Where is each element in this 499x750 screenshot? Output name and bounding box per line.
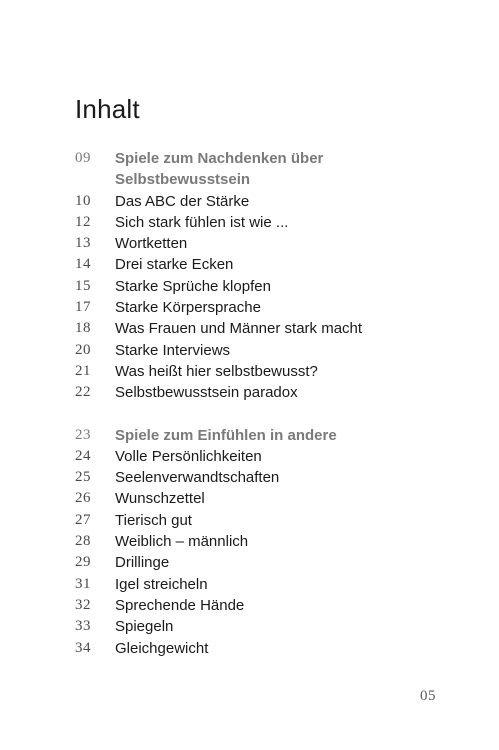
toc-entry[interactable]: [75, 638, 455, 659]
toc-entry[interactable]: [75, 318, 455, 339]
toc-page-number: 18: [75, 320, 91, 337]
toc-entry[interactable]: [75, 191, 455, 212]
toc-entry-title: Spiegeln: [115, 618, 174, 636]
toc-page-number: 34: [75, 639, 91, 656]
toc-page-number: 12: [75, 213, 91, 230]
toc-entry[interactable]: [75, 382, 455, 403]
toc-entry-title: Starke Sprüche klopfen: [115, 277, 271, 295]
toc-entry[interactable]: [75, 531, 455, 552]
toc-entry-title: Was heißt hier selbstbewusst?: [115, 362, 318, 380]
toc-section-2: [75, 425, 455, 659]
toc-entry-title: Gleichgewicht: [115, 639, 209, 657]
toc-entry-title: Drei starke Ecken: [115, 256, 234, 274]
toc-entry-title: Weiblich – männlich: [115, 533, 249, 551]
toc-page-number: 28: [75, 533, 91, 550]
toc-entry-title: Sprechende Hände: [115, 596, 245, 614]
toc-entry-title: Volle Persönlichkeiten: [115, 447, 262, 465]
toc-entry-title: Selbstbewusstsein paradox: [115, 384, 298, 402]
toc-entry[interactable]: [75, 340, 455, 361]
toc-page-number: 22: [75, 384, 91, 401]
toc-section-heading[interactable]: [75, 425, 455, 446]
toc-entry-title: Seelenverwandtschaften: [115, 469, 280, 487]
toc-section-title-line: Selbstbewusstsein: [115, 171, 251, 189]
toc-page-number: 26: [75, 490, 91, 507]
toc-entry[interactable]: [75, 595, 455, 616]
toc-entry-title: Starke Körpersprache: [115, 299, 261, 317]
toc-section-title-line: Spiele zum Nachdenken über: [115, 150, 324, 167]
toc-entry[interactable]: [75, 467, 455, 488]
toc-section-heading[interactable]: [75, 148, 455, 191]
page-title: Inhalt: [75, 94, 140, 124]
toc-entry-title: Igel streicheln: [115, 575, 208, 593]
toc-entry-title: Sich stark fühlen ist wie ...: [115, 213, 289, 231]
toc-page-number: 17: [75, 299, 91, 316]
toc-entry[interactable]: [75, 297, 455, 318]
toc-entry[interactable]: [75, 361, 455, 382]
toc-section-title: [115, 148, 455, 191]
toc-entry-title: Wunschzettel: [115, 490, 205, 508]
toc-page-number: 20: [75, 341, 91, 358]
toc-page-number: 15: [75, 277, 91, 294]
toc-page-number: 29: [75, 554, 91, 571]
toc-page-number: 14: [75, 256, 91, 273]
toc-entry-title: Was Frauen und Männer stark macht: [115, 320, 363, 338]
toc-entry[interactable]: [75, 510, 455, 531]
toc-entry[interactable]: [75, 488, 455, 509]
toc-page-number: 33: [75, 618, 91, 635]
toc-page-number: 25: [75, 469, 91, 486]
toc-entry-title: Das ABC der Stärke: [115, 192, 250, 210]
page-number: 05: [420, 688, 436, 704]
toc-page-number: 24: [75, 447, 91, 464]
toc-entry[interactable]: [75, 574, 455, 595]
toc-page-number: 31: [75, 575, 91, 592]
toc-entry[interactable]: [75, 254, 455, 275]
toc-entry-title: Wortketten: [115, 235, 188, 253]
toc-entry-title: Drillinge: [115, 554, 170, 572]
toc-entry[interactable]: [75, 276, 455, 297]
toc-entry[interactable]: [75, 446, 455, 467]
toc-page-number: 23: [75, 426, 91, 443]
toc-entry[interactable]: [75, 233, 455, 254]
toc-page-number: 10: [75, 192, 91, 209]
toc-entry[interactable]: [75, 616, 455, 637]
toc-page-number: 21: [75, 362, 91, 379]
toc-page-number: 13: [75, 235, 91, 252]
toc-entry-title: Starke Interviews: [115, 341, 231, 359]
toc-entry[interactable]: [75, 552, 455, 573]
toc-page-number: 32: [75, 596, 91, 613]
toc-entry-title: Tierisch gut: [115, 511, 192, 529]
toc-section-1: [75, 148, 455, 404]
toc-page-number: 09: [75, 150, 91, 166]
table-of-contents: [75, 148, 455, 659]
toc-section-title: Spiele zum Einfühlen in andere: [115, 426, 337, 444]
toc-entry[interactable]: [75, 212, 455, 233]
toc-page-number: 27: [75, 511, 91, 528]
